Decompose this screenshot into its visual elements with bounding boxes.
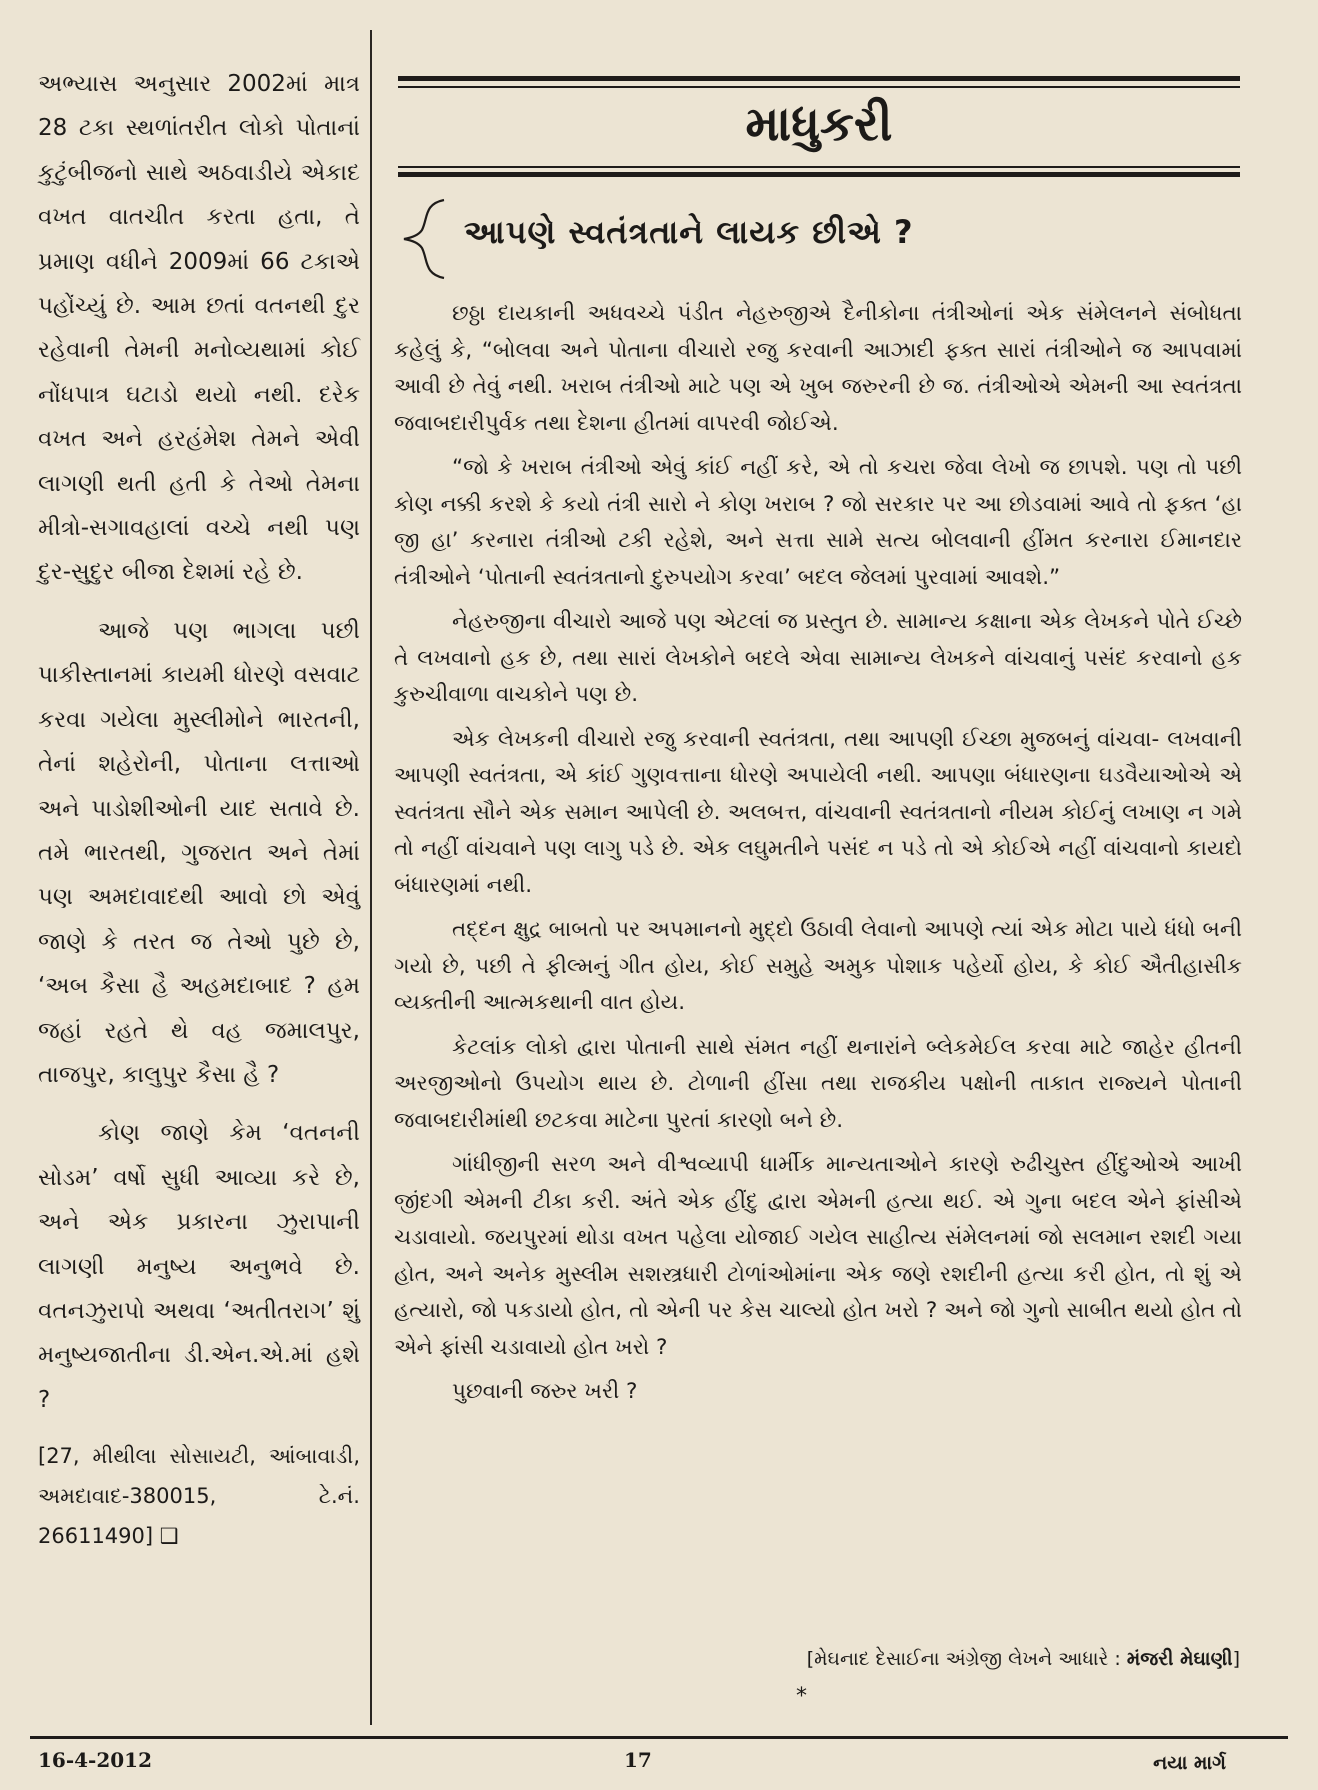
article-paragraph-8: પુછવાની જરુર ખરી ? bbox=[452, 1379, 638, 1404]
source-credit bbox=[807, 1648, 1240, 1670]
credit-prefix: [મેઘનાદ દેસાઈના અંગ્રેજી લેખને આધારે : bbox=[806, 1648, 1127, 1670]
top-rule-thin bbox=[398, 86, 1240, 88]
curly-brace-ornament bbox=[398, 196, 458, 282]
top-rule-thick bbox=[398, 76, 1240, 81]
end-mark: * bbox=[796, 1684, 807, 1709]
article-paragraph-2: “જો કે ખરાબ તંત્રીઓ એવું કાંઈ નહીં કરે, એ તો કચરા જેવા લેખો જ છાપશે. પણ તો પછી કોણ નક્કી કરશે કે કયો તંત્રી સારો ને કોણ ખરાબ ? જો સરકાર પર આ છોડવામાં આવે તો ફક્ત ‘હા જી હા’ કરનારા તંત્રીઓ ટકી રહેશે, અને સત્તા સામે સત્ય બોલવાની હીંમત કરનારા ઈમાનદાર તંત્રીઓને ‘પોતાની સ્વતંત્રતાનો દુરુપયોગ કરવા’ બદલ જેલમાં પુરવામાં આવશે.” bbox=[394, 455, 1242, 590]
article-paragraph-6: કેટલાંક લોકો દ્વારા પોતાની સાથે સંમત નહીં થનારાંને બ્લેકમેઈલ કરવા માટે જાહેર હીતની અરજીઓનો ઉપયોગ થાય છે. ટોળાની હીંસા તથા રાજકીય પક્ષોની તાકાત રાજ્યને પોતાની જવાબદારીમાંથી છટકવા માટેના પુરતાં કારણો બને છે. bbox=[394, 1034, 1242, 1133]
author-address: [27, મીથીલા સોસાયટી, આંબાવાડી, અમદાવાદ-380015, ટે.નં. 26611490] ❑ bbox=[38, 1444, 360, 1549]
bottom-rule-thick bbox=[398, 172, 1240, 177]
column-divider bbox=[370, 30, 372, 1725]
footer-date: 16-4-2012 bbox=[38, 1748, 153, 1772]
magazine-name: નયા માર્ગ bbox=[1153, 1752, 1226, 1774]
article-body bbox=[394, 296, 1242, 1419]
left-paragraph-3: કોણ જાણે કેમ ‘વતનની સોડમ’ વર્ષો સુધી આવ્યા કરે છે, અને એક પ્રકારના ઝુરાપાની લાગણી મનુષ્ય અનુભવે છે. વતનઝુરાપો અથવા ‘અતીતરાગ’ શું મનુષ્યજાતીના ડી.એન.એ.માં હશે ? bbox=[38, 1120, 360, 1413]
article-paragraph-7: ગાંધીજીની સરળ અને વીશ્વવ્યાપી ધાર્મીક માન્યતાઓને કારણે રુઢીચુસ્ત હીંદુઓએ આખી જીંદગી એમની ટીકા કરી. અંતે એક હીંદુ દ્વારા એમની હત્યા થઈ. એ ગુના બદલ એને ફાંસીએ ચડાવાયો. જયપુરમાં થોડા વખત પહેલા યોજાઈ ગયેલ સાહીત્ય સંમેલનમાં જો સલમાન રશદી ગયા હોત, અને અનેક મુસ્લીમ સશસ્ત્રધારી ટોળાંઓમાંના એક જણે રશદીની હત્યા કરી હોત, તો શું એ હત્યારો, જો પકડાયો હોત, તો એની પર કેસ ચાલ્યો હોત ખરો ? અને જો ગુનો સાબીત થયો હોત તો એને ફાંસી ચડાવાયો હોત ખરો ? bbox=[394, 1152, 1242, 1360]
credit-suffix: ] bbox=[1232, 1648, 1240, 1670]
article-paragraph-3: નેહરુજીના વીચારો આજે પણ એટલાં જ પ્રસ્તુત છે. સામાન્ય કક્ષાના એક લેખકને પોતે ઈચ્છે તે લખવાનો હક છે, તથા સારાં લેખકોને બદલે એવા સામાન્ય લેખકને વાંચવાનું પસંદ કરવાનો હક કુરુચીવાળા વાચકોને પણ છે. bbox=[394, 609, 1242, 707]
left-paragraph-2: આજે પણ ભાગલા પછી પાકીસ્તાનમાં કાયમી ધોરણે વસવાટ કરવા ગયેલા મુસ્લીમોને ભારતની, તેનાં શહેરોની, પોતાના લત્તાઓ અને પાડોશીઓની યાદ સતાવે છે. તમે ભારતથી, ગુજરાત અને તેમાં પણ અમદાવાદથી આવો છો એવું જાણે કે તરત જ તેઓ પુછે છે, ‘અબ કૈસા હૈ અહમદાબાદ ? હમ જહાં રહતે થે વહ જમાલપુર, તાજપુર, કાલુપુર કૈસા હૈ ? bbox=[38, 617, 360, 1088]
section-title: માધુકરી bbox=[745, 96, 893, 152]
article-paragraph-5: તદ્દન ક્ષુદ્ર બાબતો પર અપમાનનો મુદ્દો ઉઠાવી લેવાનો આપણે ત્યાં એક મોટા પાયે ધંધો બની ગયો છે, પછી તે ફીલ્મનું ગીત હોય, કોઈ સમુહે અમુક પોશાક પહેર્યો હોય, કે કોઈ ઐતીહાસીક વ્યક્તીની આત્મકથાની વાત હોય. bbox=[394, 917, 1242, 1015]
page-number: 17 bbox=[624, 1748, 652, 1772]
article-paragraph-4: એક લેખકની વીચારો રજુ કરવાની સ્વતંત્રતા, તથા આપણી ઈચ્છા મુજબનું વાંચવા- લખવાની આપણી સ્વતંત્રતા, એ કાંઈ ગુણવત્તાના ધોરણે અપાયેલી નથી. આપણા બંધારણના ઘડવૈયાઓએ એ સ્વતંત્રતા સૌને એક સમાન આપેલી છે. અલબત્ત, વાંચવાની સ્વતંત્રતાનો નીયમ કોઈનું લખાણ ન ગમે તો નહીં વાંચવાને પણ લાગુ પડે છે. એક લઘુમતીને પસંદ ન પડે તો એ કોઈએ નહીં વાંચવાનો કાયદો બંધારણમાં નથી. bbox=[394, 726, 1242, 898]
bottom-rule-thin bbox=[398, 166, 1240, 168]
footer-rule bbox=[30, 1736, 1288, 1739]
left-column bbox=[38, 62, 360, 1570]
left-paragraph-1: અભ્યાસ અનુસાર 2002માં માત્ર 28 ટકા સ્થળાંતરીત લોકો પોતાનાં કુટુંબીજનો સાથે અઠવાડીયે એકાદ વખત વાતચીત કરતા હતા, તે પ્રમાણ વધીને 2009માં 66 ટકાએ પહોંચ્યું છે. આમ છતાં વતનથી દુર રહેવાની તેમની મનોવ્યથામાં કોઈ નોંધપાત્ર ઘટાડો થયો નથી. દરેક વખત અને હરહંમેશ તેમને એવી લાગણી થતી હતી કે તેઓ તેમના મીત્રો-સગાવહાલાં વચ્ચે નથી પણ દુર-સુદુર બીજા દેશમાં રહે છે. bbox=[38, 71, 360, 586]
credit-name: મંજરી મેઘાણી bbox=[1126, 1648, 1233, 1670]
article-title: આપણે સ્વતંત્રતાને લાયક છીએ ? bbox=[464, 213, 914, 251]
article-paragraph-1: છઠ્ઠા દાયકાની અધવચ્ચે પંડીત નેહરુજીએ દૈનીકોના તંત્રીઓનાં એક સંમેલનને સંબોધતા કહેલું કે, “બોલવા અને પોતાના વીચારો રજુ કરવાની આઝાદી ફક્ત સારાં તંત્રીઓને જ આપવામાં આવી છે તેવું નથી. ખરાબ તંત્રીઓ માટે પણ એ ખુબ જરુરની છે જ. તંત્રીઓએ એમની આ સ્વતંત્રતા જવાબદારીપુર્વક તથા દેશના હીતમાં વાપરવી જોઈએ. bbox=[394, 301, 1242, 436]
